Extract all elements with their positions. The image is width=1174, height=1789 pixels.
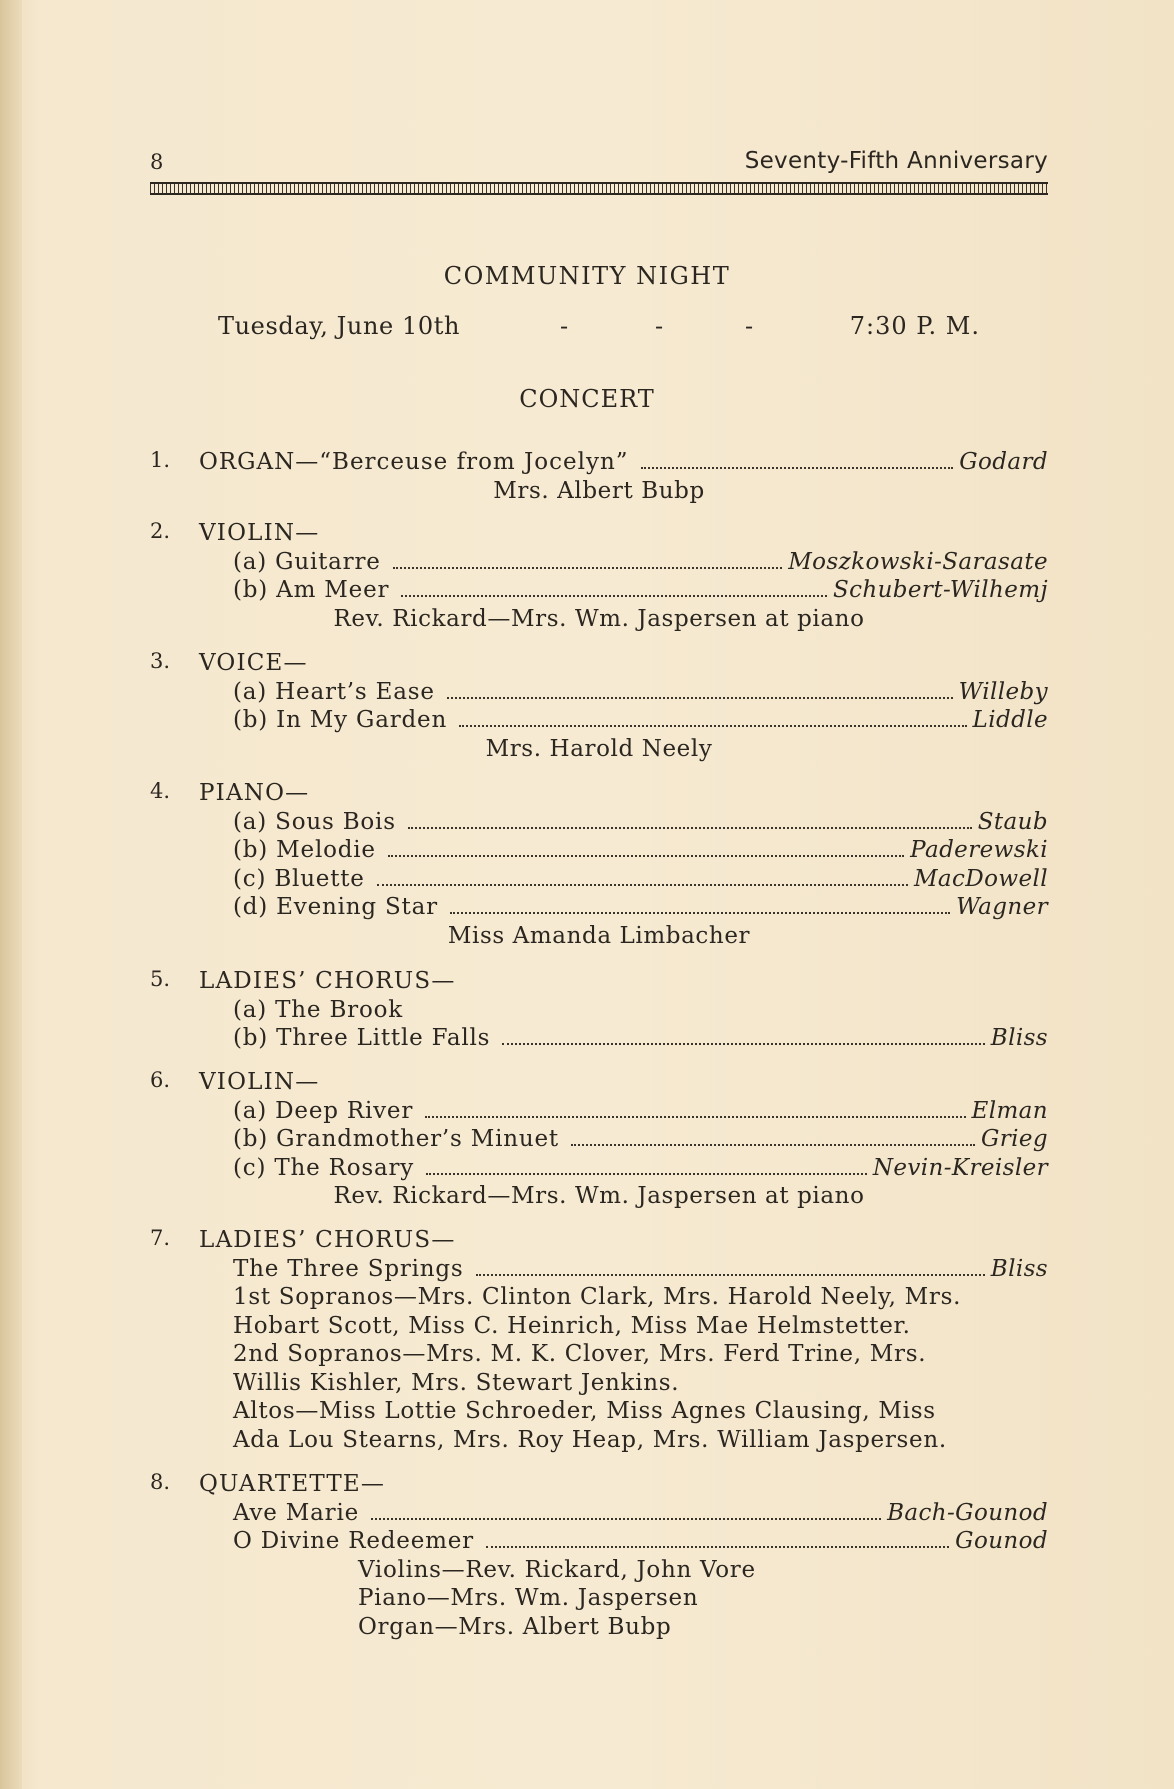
event-title: COMMUNITY NIGHT [443, 262, 731, 290]
item-heading: VIOLIN— [199, 1069, 320, 1095]
performer: Miss Amanda Limbacher [447, 922, 751, 949]
performer-line: Piano—Mrs. Wm. Jaspersen [358, 1585, 699, 1611]
event-dash: - [745, 312, 754, 340]
program-item-8 [150, 1470, 1048, 1641]
chorus-names-line: Altos—Miss Lottie Schroeder, Miss Agnes Clausing, Miss [233, 1398, 936, 1424]
piece-title: (a) Guitarre [233, 548, 381, 575]
item-heading-entry [199, 448, 1048, 477]
piece-title: (b) Melodie [233, 837, 376, 863]
dot-leader [571, 1127, 975, 1146]
composer: Grieg [980, 1126, 1048, 1152]
event-time: 7:30 P. M. [849, 312, 980, 340]
performer: Rev. Rickard—Mrs. Wm. Jaspersen at piano [333, 1183, 865, 1209]
piece-entry [233, 996, 1048, 1025]
header-rule [150, 182, 1048, 195]
piece-entry [233, 893, 1048, 922]
performer-line: Violins—Rev. Rickard, John Vore [358, 1556, 756, 1583]
item-heading: VOICE— [199, 650, 308, 676]
event-dash: - [655, 312, 664, 340]
chorus-names-line: 2nd Sopranos—Mrs. M. K. Clover, Mrs. Ferd Trine, Mrs. [233, 1341, 927, 1367]
item-heading: LADIES’ CHORUS— [199, 968, 456, 994]
item-heading: LADIES’ CHORUS— [199, 1227, 456, 1253]
composer: Elman [971, 1097, 1048, 1124]
composer: Godard [959, 449, 1048, 475]
composer: Liddle [972, 707, 1048, 733]
program-item-2 [150, 519, 1048, 633]
dot-leader [377, 867, 908, 886]
composer: Nevin-Kreisler [872, 1154, 1048, 1181]
item-number: 8. [150, 1470, 171, 1494]
program-item-6 [150, 1068, 1048, 1211]
piece-title: (c) The Rosary [233, 1154, 415, 1181]
performer: Rev. Rickard—Mrs. Wm. Jaspersen at piano [333, 605, 865, 632]
dot-leader [401, 578, 827, 597]
composer: Bach-Gounod [887, 1499, 1048, 1526]
piece-title: (a) The Brook [233, 996, 403, 1023]
program-item-5 [150, 967, 1048, 1053]
item-number: 7. [150, 1226, 171, 1250]
piece-title: (a) Sous Bois [233, 808, 396, 835]
composer: Staub [977, 808, 1048, 835]
dot-leader [486, 1529, 949, 1548]
composer: Willeby [958, 678, 1048, 705]
item-number: 5. [150, 967, 171, 991]
piece-entry [233, 1499, 1048, 1528]
item-heading: ORGAN—“Berceuse from Jocelyn” [199, 449, 629, 475]
composer: Bliss [990, 1255, 1048, 1282]
dot-leader [476, 1257, 985, 1276]
piece-title: (b) Three Little Falls [233, 1025, 491, 1051]
program-item-3 [150, 649, 1048, 763]
piece-title: (b) Am Meer [233, 577, 390, 603]
composer: Schubert-Wilhemj [832, 577, 1048, 603]
program-item-7 [150, 1226, 1048, 1454]
piece-entry [233, 1024, 1048, 1053]
piece-title: O Divine Redeemer [233, 1528, 474, 1554]
piece-entry [233, 1125, 1048, 1154]
item-heading: QUARTETTE— [199, 1471, 386, 1497]
running-title: Seventy-Fifth Anniversary [744, 148, 1048, 174]
performer-line: Organ—Mrs. Albert Bubp [358, 1613, 672, 1640]
item-number: 2. [150, 519, 171, 543]
page-header [150, 146, 1048, 180]
piece-entry [233, 678, 1048, 707]
dot-leader [641, 450, 954, 469]
piece-entry [233, 836, 1048, 865]
performer: Mrs. Harold Neely [485, 735, 713, 762]
chorus-names-line: Willis Kishler, Mrs. Stewart Jenkins. [233, 1369, 680, 1396]
dot-leader [450, 895, 950, 914]
chorus-names-line: Ada Lou Stearns, Mrs. Roy Heap, Mrs. William Jaspersen. [233, 1426, 947, 1453]
piece-entry [233, 1097, 1048, 1126]
dot-leader [408, 810, 972, 829]
dot-leader [459, 708, 966, 727]
piece-title: (a) Deep River [233, 1097, 414, 1124]
composer: Moszkowski-Sarasate [788, 548, 1048, 575]
piece-title: (b) Grandmother’s Minuet [233, 1126, 559, 1152]
event-date-row [218, 312, 980, 344]
piece-entry [233, 1255, 1048, 1284]
dot-leader [388, 838, 904, 857]
composer: Paderewski [910, 837, 1048, 863]
section-title: CONCERT [519, 385, 655, 413]
dot-leader [393, 550, 783, 569]
piece-entry [233, 808, 1048, 837]
piece-entry [233, 1154, 1048, 1183]
chorus-names-line: Hobart Scott, Miss C. Heinrich, Miss Mae Helmstetter. [233, 1312, 911, 1339]
item-number: 1. [150, 448, 171, 472]
chorus-names-line: 1st Sopranos—Mrs. Clinton Clark, Mrs. Harold Neely, Mrs. [233, 1284, 962, 1310]
dot-leader [502, 1026, 984, 1045]
piece-entry [233, 576, 1048, 605]
item-heading: VIOLIN— [199, 520, 320, 546]
dot-leader [425, 1099, 965, 1118]
program-item-4 [150, 779, 1048, 950]
piece-entry [233, 706, 1048, 735]
dot-leader [447, 680, 953, 699]
program-item-1 [150, 448, 1048, 505]
piece-title: The Three Springs [233, 1255, 464, 1282]
dot-leader [371, 1501, 881, 1520]
dot-leader [426, 1156, 867, 1175]
item-heading: PIANO— [199, 780, 310, 806]
piece-entry [233, 548, 1048, 577]
page-number: 8 [150, 150, 164, 174]
piece-title: (d) Evening Star [233, 894, 438, 920]
composer: Gounod [955, 1528, 1048, 1554]
piece-entry [233, 1527, 1048, 1556]
piece-title: (b) In My Garden [233, 707, 448, 733]
performer: Mrs. Albert Bubp [493, 477, 705, 504]
item-number: 6. [150, 1068, 171, 1092]
composer: Bliss [990, 1025, 1048, 1051]
event-dash: - [560, 312, 569, 340]
piece-title: Ave Marie [233, 1499, 360, 1526]
piece-title: (a) Heart’s Ease [233, 678, 435, 705]
event-day: Tuesday, June 10th [218, 312, 461, 340]
composer: MacDowell [913, 865, 1048, 892]
piece-title: (c) Bluette [233, 865, 365, 892]
item-number: 3. [150, 649, 171, 673]
piece-entry [233, 865, 1048, 894]
item-number: 4. [150, 779, 171, 803]
composer: Wagner [956, 894, 1048, 920]
